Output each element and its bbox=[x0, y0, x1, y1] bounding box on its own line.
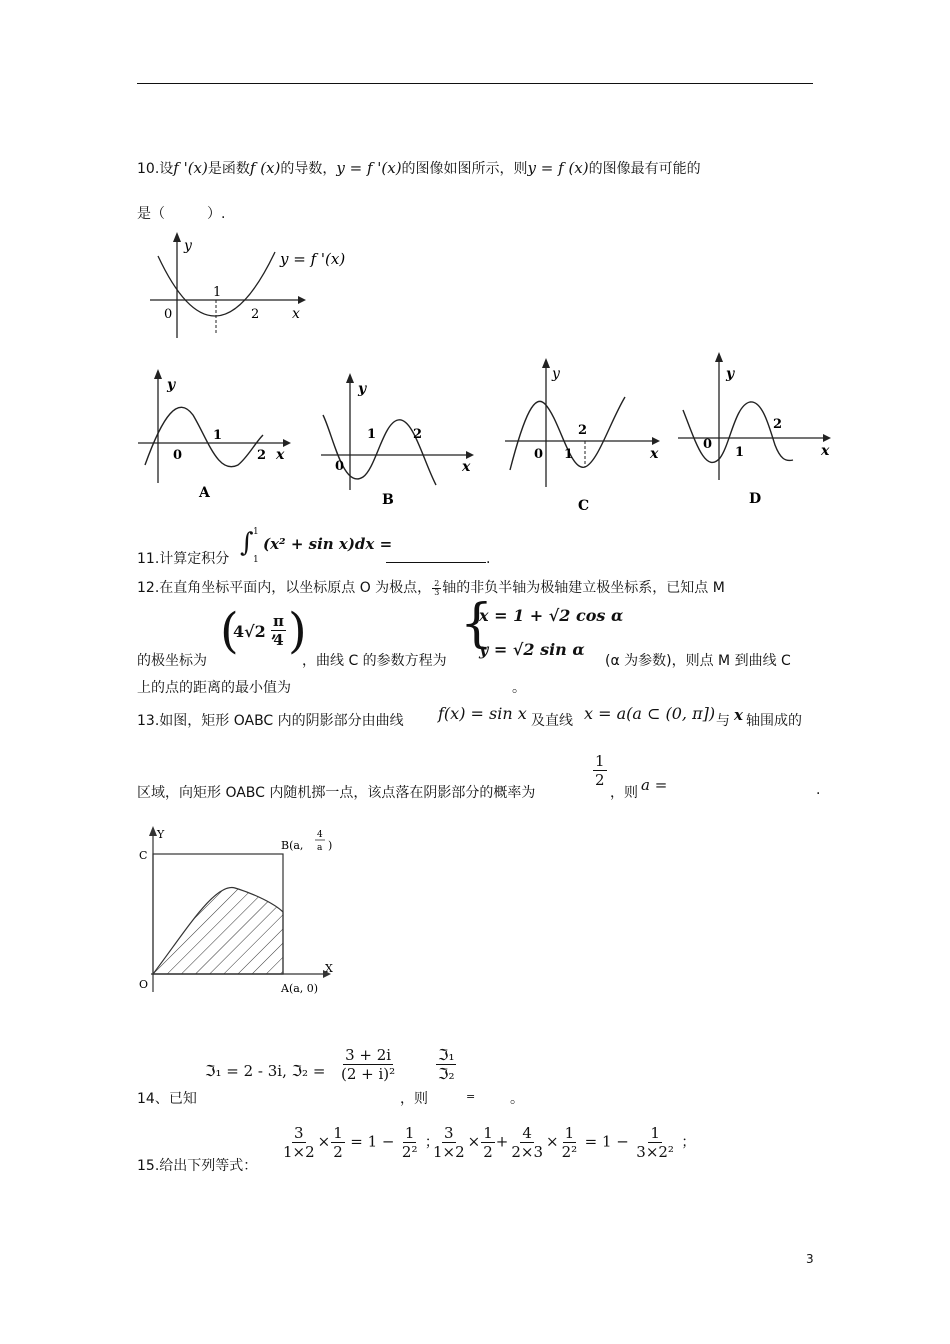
q15-eq1-c bbox=[400, 1124, 420, 1161]
q10-fpx: f '(x) bbox=[173, 159, 208, 177]
option-b-label: B bbox=[382, 492, 394, 505]
param-eq-x: x = 1 + √2 cos α bbox=[479, 606, 624, 625]
q15-sep2: ； bbox=[681, 1134, 696, 1151]
shaded-region bbox=[153, 888, 283, 974]
option-b-graph bbox=[318, 365, 483, 505]
polar-angle-frac bbox=[271, 612, 286, 649]
q15-eq1-rhs: = 1 − bbox=[350, 1132, 395, 1151]
q15-eq1-c-num: 1 bbox=[404, 1124, 415, 1142]
curve-label: y = f '(x) bbox=[280, 250, 346, 268]
q15-eq1-a-num: 3 bbox=[294, 1124, 304, 1142]
d-2: 2 bbox=[773, 417, 783, 432]
q12-text2b: ，曲线 C 的参数方程为 bbox=[302, 653, 447, 669]
option-a-label: A bbox=[199, 485, 210, 501]
q14-eq: = bbox=[466, 1090, 476, 1103]
q11-tail: . bbox=[486, 551, 491, 567]
integral-sign: ∫ bbox=[240, 528, 254, 558]
b-y: y bbox=[358, 381, 367, 397]
q15-eq2-b-num: 1 bbox=[483, 1124, 493, 1142]
polar-point: 4√2 , bbox=[233, 622, 277, 641]
c-x: x bbox=[650, 446, 659, 462]
q14-ratio bbox=[435, 1046, 457, 1083]
a-2: 2 bbox=[257, 448, 267, 463]
q13-rectangle-figure bbox=[135, 822, 355, 1000]
x-label: x bbox=[292, 306, 300, 322]
c-1: 1 bbox=[564, 447, 574, 462]
q14-z2-frac bbox=[339, 1046, 397, 1083]
q13-a: a = bbox=[641, 776, 668, 794]
q10-text2: 的导数， bbox=[280, 161, 337, 177]
q13-text1d: 轴围成的 bbox=[746, 713, 802, 729]
q12-small-num: 2 bbox=[434, 578, 440, 588]
q14-end: 。 bbox=[510, 1091, 524, 1107]
q15-eq2-rhs: = 1 − bbox=[584, 1132, 629, 1151]
q15-eq2-c-num: 4 bbox=[522, 1124, 532, 1142]
fig-a-label: A(a, 0) bbox=[281, 982, 319, 995]
option-a-graph bbox=[133, 365, 298, 505]
paren-right: ) bbox=[288, 603, 307, 659]
q13-text1b: 及直线 bbox=[531, 713, 573, 729]
q10-number: 10.设 bbox=[137, 161, 174, 177]
q15-eq2 bbox=[430, 1124, 695, 1161]
q11-number: 11.计算定积分 bbox=[137, 551, 230, 567]
q14-z2-num: 3 + 2i bbox=[345, 1046, 392, 1064]
polar-angle-den: 4 bbox=[273, 631, 284, 649]
integrand: (x² + sin x)dx = bbox=[263, 535, 393, 553]
d-1: 1 bbox=[735, 445, 745, 460]
a-y: y bbox=[167, 377, 176, 393]
q13-prob bbox=[592, 752, 608, 789]
option-d-graph bbox=[675, 350, 840, 510]
q10-eq2: y = f (x) bbox=[527, 159, 589, 177]
q15-number: 15.给出下列等式： bbox=[137, 1158, 258, 1174]
q15-eq1-b bbox=[331, 1124, 345, 1161]
q12-text1: 12.在直角坐标平面内，以坐标原点 O 为极点， bbox=[137, 580, 432, 596]
q14-then: ，则 bbox=[400, 1091, 428, 1107]
fig-o-label: O bbox=[139, 978, 149, 991]
q11-blank-wrap bbox=[386, 548, 490, 567]
q13-prob-frac bbox=[593, 752, 607, 789]
q10-text3: 的图像如图所示，则 bbox=[401, 161, 528, 177]
times-sign: × bbox=[467, 1132, 481, 1151]
q15-eq1 bbox=[280, 1124, 439, 1161]
q12-line1 bbox=[137, 577, 725, 597]
b-o: 0 bbox=[335, 459, 345, 474]
q13-line: x = a(a ⊂ (0, π]) bbox=[584, 704, 716, 723]
c-2: 2 bbox=[578, 423, 588, 438]
q13-text1a: 13.如图，矩形 OABC 内的阴影部分由曲线 bbox=[137, 713, 404, 729]
q15-eq1-c-den: 2² bbox=[401, 1143, 418, 1161]
q13-text2b: ，则 bbox=[610, 785, 638, 801]
q12-text1b: 轴的非负半轴为极轴建立极坐标系，已知点 M bbox=[442, 580, 725, 596]
q11-answer-blank[interactable] bbox=[386, 548, 486, 563]
q15-eq2-d-num: 1 bbox=[564, 1124, 575, 1142]
d-x: x bbox=[821, 443, 830, 459]
q15-eq2-d bbox=[560, 1124, 580, 1161]
q15-eq2-b-den: 2 bbox=[483, 1143, 493, 1161]
q15-eq2-c-den: 2×3 bbox=[511, 1143, 544, 1161]
fig-b-close: ) bbox=[328, 839, 333, 852]
q15-eq2-d-den: 2² bbox=[561, 1143, 578, 1161]
q10-derivative-graph bbox=[140, 228, 370, 346]
polar-angle bbox=[270, 612, 287, 649]
fig-y-label: Y bbox=[157, 828, 165, 841]
q13-prob-den: 2 bbox=[595, 771, 605, 789]
a-x: x bbox=[276, 447, 285, 463]
a-1: 1 bbox=[213, 428, 223, 443]
q13-prob-num: 1 bbox=[595, 752, 605, 770]
fig-b-frac-num: 4 bbox=[317, 830, 323, 840]
tick-2: 2 bbox=[251, 307, 260, 322]
page-number: 3 bbox=[806, 1252, 814, 1266]
d-o: 0 bbox=[703, 437, 713, 452]
q12-text3-end: 。 bbox=[512, 680, 526, 696]
q15-sep1: ； bbox=[424, 1134, 439, 1151]
q15-eq2-c bbox=[509, 1124, 545, 1161]
q13-text2a: 区域，向矩形 OABC 内随机掷一点，该点落在阴影部分的概率为 bbox=[137, 785, 536, 801]
q14-ratio-num: ℑ₁ bbox=[438, 1046, 455, 1064]
c-o: 0 bbox=[534, 447, 544, 462]
q15-eq2-e-den: 3×2² bbox=[636, 1143, 674, 1161]
b-x: x bbox=[462, 459, 471, 475]
q15-eq1-b-num: 1 bbox=[333, 1124, 343, 1142]
q15-eq2-a-den: 1×2 bbox=[433, 1143, 465, 1161]
q12-small-frac bbox=[432, 580, 441, 597]
q10-eq1: y = f '(x) bbox=[336, 159, 402, 177]
plus-sign: + bbox=[495, 1132, 509, 1151]
q14-z1-z2: ℑ₁ = 2 - 3i, ℑ₂ = bbox=[205, 1062, 326, 1080]
q15-eq2-e bbox=[634, 1124, 676, 1161]
origin-label: 0 bbox=[164, 307, 173, 322]
paren-left: ( bbox=[220, 603, 239, 659]
times-sign: × bbox=[546, 1132, 559, 1151]
q15-eq1-a-den: 1×2 bbox=[283, 1143, 315, 1161]
q14-ratio-frac bbox=[436, 1046, 456, 1083]
b-2: 2 bbox=[413, 427, 423, 442]
polar-angle-num: π bbox=[273, 612, 284, 630]
a-o: 0 bbox=[173, 448, 183, 463]
q14-ratio-den: ℑ₂ bbox=[438, 1065, 455, 1083]
q10-line1 bbox=[137, 158, 701, 178]
q12-small-den: 3 bbox=[434, 587, 440, 597]
q10-line2: 是（ ）. bbox=[137, 206, 226, 222]
q15-eq1-b-den: 2 bbox=[333, 1143, 343, 1161]
option-c-graph bbox=[500, 352, 670, 517]
q14-frac bbox=[338, 1046, 398, 1083]
fig-c-label: C bbox=[139, 849, 148, 862]
integral-lower: 1 bbox=[253, 555, 259, 565]
system-brace: { bbox=[460, 594, 494, 654]
integral-upper: 1 bbox=[253, 527, 259, 537]
times-sign: × bbox=[317, 1132, 331, 1151]
c-y: y bbox=[552, 366, 560, 382]
q15-eq1-a bbox=[281, 1124, 317, 1161]
option-c-label: C bbox=[578, 498, 590, 514]
q10-text4: 的图像最有可能的 bbox=[588, 161, 701, 177]
q13-end: . bbox=[816, 782, 821, 798]
y-label: y bbox=[184, 238, 192, 254]
q12-text2a: 的极坐标为 bbox=[137, 653, 207, 669]
param-eq-y: y = √2 sin α bbox=[479, 640, 585, 659]
q12-text2c: (α 为参数)，则点 M 到曲线 C bbox=[605, 653, 791, 669]
q12-text3: 上的点的距离的最小值为 bbox=[137, 680, 291, 696]
header-rule bbox=[137, 83, 813, 84]
tick-1: 1 bbox=[213, 285, 222, 300]
q10-fx: f (x) bbox=[249, 159, 281, 177]
fig-b-label: B(a, bbox=[281, 839, 304, 852]
q13-x: x bbox=[734, 706, 743, 724]
q15-eq2-b bbox=[481, 1124, 495, 1161]
q14-z2-den: (2 + i)² bbox=[341, 1065, 396, 1083]
option-d-label: D bbox=[749, 491, 762, 507]
q15-eq2-e-num: 1 bbox=[650, 1124, 660, 1142]
q15-eq2-a bbox=[431, 1124, 467, 1161]
d-y: y bbox=[726, 366, 735, 382]
q14-number: 14、已知 bbox=[137, 1091, 197, 1107]
fig-x-label: X bbox=[325, 962, 333, 975]
q10-text1: 是函数 bbox=[207, 161, 250, 177]
fig-b-frac-den: a bbox=[317, 843, 323, 853]
q13-text1c: 与 bbox=[716, 713, 730, 729]
q11-line bbox=[137, 548, 229, 568]
q15-eq2-a-num: 3 bbox=[444, 1124, 454, 1142]
q13-curve: f(x) = sin x bbox=[438, 704, 527, 723]
b-1: 1 bbox=[367, 427, 377, 442]
